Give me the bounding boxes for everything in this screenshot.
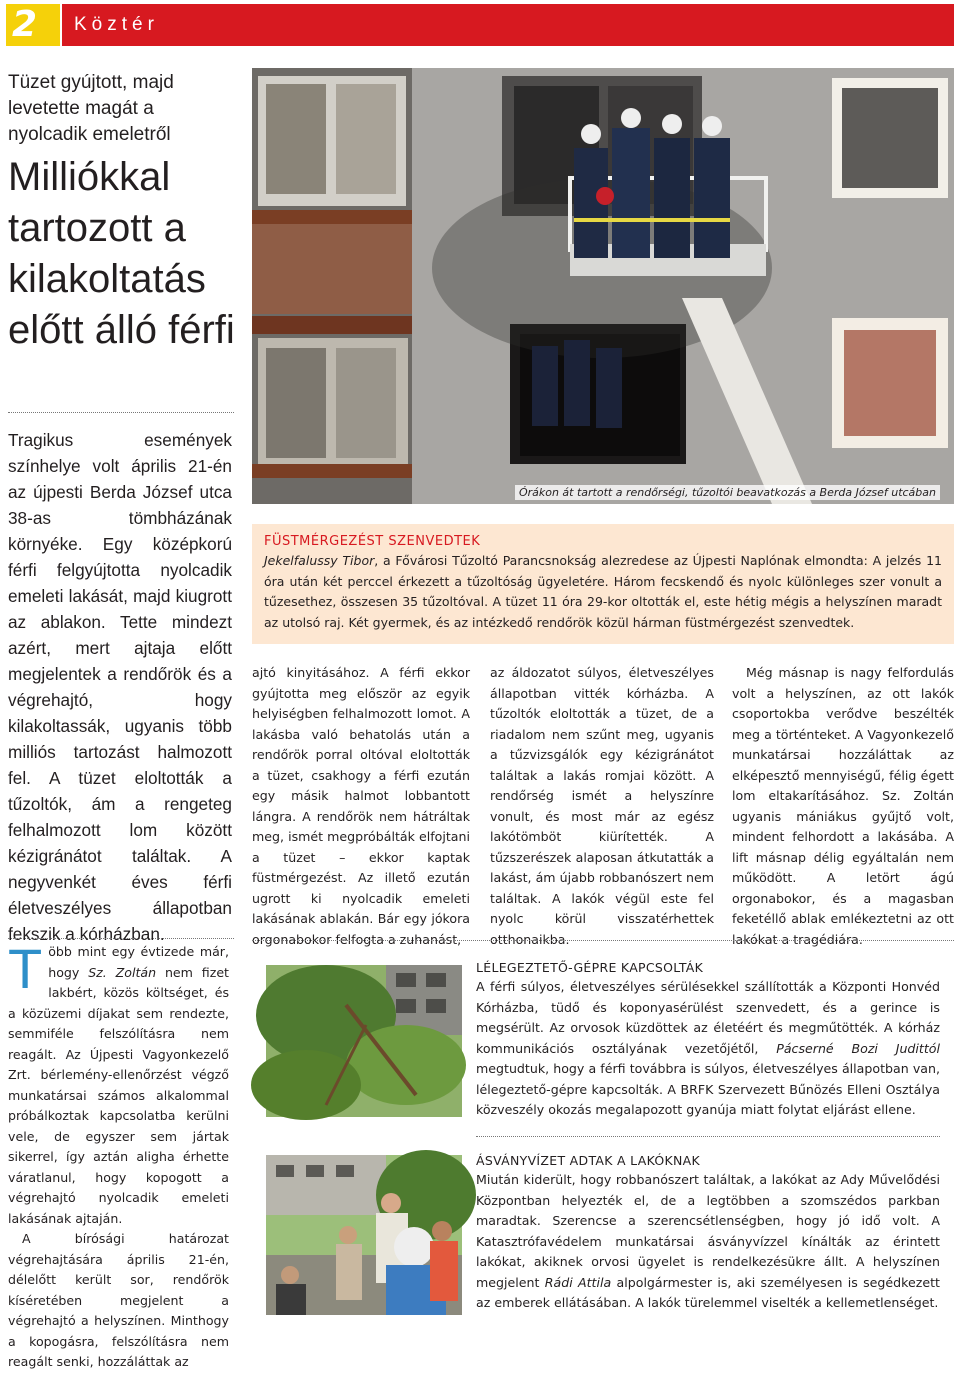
main-photo-firefighters xyxy=(252,68,954,504)
person-name: Jekelfalussy Tibor xyxy=(264,553,375,568)
text: alpolgármester is, aki személyesen is segédkezett az emberek ellátásában. A lakók türelemmel viselték a kellemetlenséget. xyxy=(476,1274,940,1310)
article-column-1 xyxy=(8,937,229,1373)
photo-broken-lilac-bush xyxy=(266,965,462,1117)
box-title: LÉLEGEZTETŐ-GÉPRE KAPCSOLTÁK xyxy=(476,960,704,975)
article-headline: Milliókkal tartozott a kilakoltatás előtt álló férfi xyxy=(8,155,235,352)
article-column-3: az áldozatot súlyos, életveszélyes állapotban vitték kórházba. A tűzoltók eloltották a tüzet, de a riadalom nem szűnt meg, ugyanis a tűzvizsgálók egy kézigránátot találtak a lakás romjai között. A rendőrség ismét a helyszínre vonult, és most már az egész lakótömböt kiürítették. A tűzszerészek alaposan átkutatták a lakást, ám újabb robbanószert nem találtak. A lakók végül este fel nyolc körül visszatérhettek otthonaikba. xyxy=(490,665,714,947)
paragraph: A bírósági határozat végrehajtására április 21-én, délelőtt került sor, rendőrök kíséretében megjelent a végrehajtó a helyszínen. Minthogy a kopogásra, felszólításra nem reagált senki, hozzáláttak az xyxy=(8,1231,229,1369)
article-kicker: Tüzet gyújtott, majd levetette magát a nyolcadik emeletről xyxy=(8,72,174,145)
sidebar-smoke-poisoning xyxy=(252,524,954,644)
dropcap: T xyxy=(8,937,43,1000)
divider xyxy=(476,1136,940,1137)
box-text xyxy=(476,977,940,1121)
text: öbb mint egy évtizede már, hogy xyxy=(48,944,229,980)
box-title: ÁSVÁNYVÍZET ADTAK A LAKÓKNAK xyxy=(476,1153,701,1168)
text: Miután kiderült, hogy robbanószert találtak, a lakókat az Ady Művelődési Központban helyezték el, de a legtöbben a szomszédos parkban maradtak. Szerencse a szerencsétlenségben, hogy jó idő volt. A Katasztrófavédelem munkatársai ásványvízzel kínálták az érintett lakókat, akiknek orvosi ügyelet is rendelkezésükre állt. A helyszínen megjelent xyxy=(476,1172,940,1290)
box-text xyxy=(476,1170,940,1314)
article-lead: Tragikus események színhelye volt április 21-én az újpesti Berda József utca 38-as tömbházának környéke. Egy középkorú férfi felgyújtotta nyolcadik emeleti lakását, majd kiugrott az ablakon. Tette mindezt azért, mert ajtaja előtt megjelentek a rendőrök és a végrehajtó, hogy kilakoltassák, ugyanis több milliós tartozást halmozott fel. A tüzet eloltották a tűzoltók, ám a rengeteg felhalmozott lom között kézigránátot találtak. A negyvenkét éves férfi életveszélyes állapotban fekszik a kórházban. xyxy=(8,430,232,944)
photo-residents-in-park xyxy=(266,1155,462,1315)
text: nem fizet lakbért, közös költséget, és a közüzemi díjakat sem rendezte, semmiféle felszólításra nem reagált. Az Újpesti Vagyonkezelő Zrt. bérlemény-ellenőrzést végző munkatársai számos alkalommal próbálkoztak kapcsolatba kerülni vele, de egyszer sem jártak sikerrel, így aztán aligha érhette váratlanul, hogy kopogott a végrehajtó nyolcadik emeleti lakásának ajtaján. xyxy=(8,964,229,1226)
page-number: 2 xyxy=(12,4,38,45)
section-bar xyxy=(62,4,954,46)
page-header xyxy=(0,0,960,50)
text: A férfi súlyos, életveszélyes sérülésekkel szállították a Központi Honvéd Kórházba, tüdő és koponyasérülést szenvedett, és a gerince is megsérült. Az orvosok küzdöttek az életéért és megműtötték. A kórház kommunikációs osztályának vezetőjétől, xyxy=(476,979,940,1056)
sidebar-respirator xyxy=(476,960,940,1121)
article-column-2: ajtó kinyitásához. A férfi ekkor gyújtotta meg először az egyik helyiségben felhalmozott lomot. A lakásba való behatolás után a rendőrök porral oltóval eloltották a tüzet, csakhogy a férfi ezután egy másik halmot lobbantott lángra. A rendőrök nem hátráltak meg, ismét megpróbálták elfojtani a tüzet – ekkor kaptak füstmérgezést. Az illető ezután ugrott ki nyolcadik emeleti lakásának ablakán. Bár egy jókora orgonabokor felfogta a zuhanást, xyxy=(252,665,470,947)
person-name: Pácserné Bozi Judittól xyxy=(776,1040,940,1056)
text: , a Fővárosi Tűzoltó Parancsnokság alezredese az Újpesti Naplónak elmondta: A jelzés 11 óra után két perccel érkezett a tűzoltóság ügyeletére. Három fecskendő és nyolc különleges szer vonult a tűzesethez, összesen 35 tűzoltóval. A tüzet 11 óra 29-kor oltották el, este hétig mégis a helyszínen maradt az utolsó raj. Két gyermek, és az intézkedő rendőrök közül hárman füstmérgezést szenvedtek. xyxy=(264,553,942,630)
sidebar-mineral-water xyxy=(476,1153,940,1314)
box-title: FÜSTMÉRGEZÉST SZENVEDTEK xyxy=(264,534,481,549)
divider xyxy=(252,940,954,941)
section-title: Köztér xyxy=(74,14,159,35)
page-number-badge xyxy=(6,4,60,46)
person-name: Sz. Zoltán xyxy=(88,964,157,980)
divider xyxy=(8,412,234,413)
paragraph xyxy=(8,937,229,1229)
text: megtudtuk, hogy a férfi továbbra is súlyos, életveszélyes állapotban van, lélegeztető-gépre kapcsolták. A BRFK Szervezett Bűnözés Elleni Osztálya közveszély okozás megalapozott gyanúja miatt folytat eljárást ellene. xyxy=(476,1061,940,1117)
box-text xyxy=(264,551,942,633)
photo-caption: Órákon át tartott a rendőrségi, tűzoltói beavatkozás a Berda József utcában xyxy=(515,485,940,500)
person-name: Rádi Attila xyxy=(544,1274,612,1290)
article-column-4: Még másnap is nagy felfordulás volt a helyszínen, az ott lakók csoportokba verődve beszélték meg a történteket. A Vagyonkezelő munkatársai hozzáláttak az elképesztő mennyiségű, félig égett lom eltakarításához. Sz. Zoltán ugyanis mániákus gyűjtő volt, mindent felhordott a lakásába. A lift másnap délig egyáltalán nem működött. A letört ágú orgonabokor, és a magasban feketéllő ablak emlékeztetni az ott lakókat a tragédiára. xyxy=(732,665,954,947)
